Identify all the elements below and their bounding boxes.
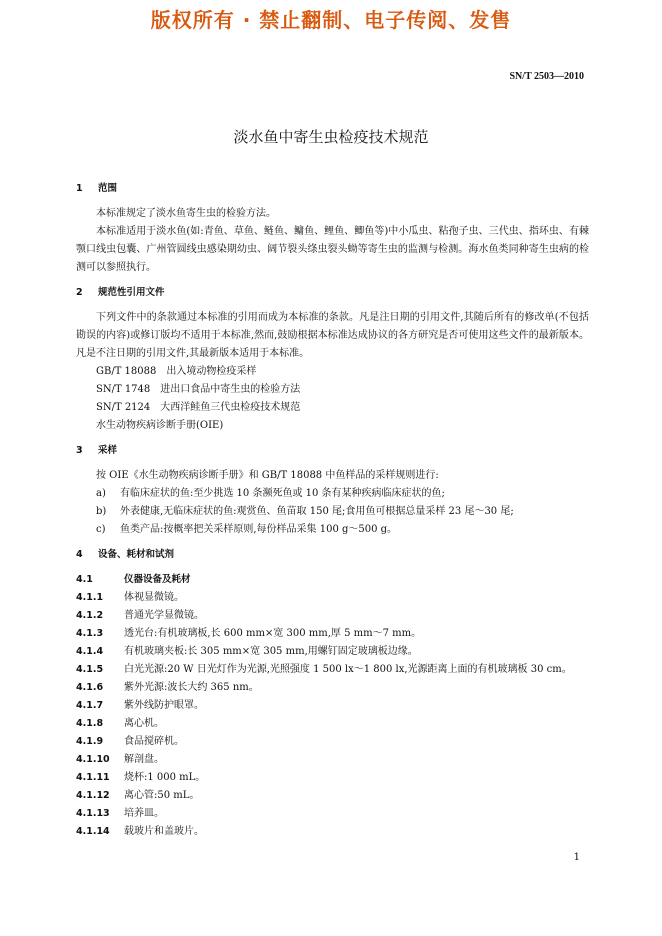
list-item xyxy=(76,521,589,539)
document-title: 淡水鱼中寄生虫检疫技术规范 xyxy=(233,128,429,146)
section-heading xyxy=(76,546,589,564)
clause-item xyxy=(76,769,589,787)
clause-item xyxy=(76,787,589,805)
section-heading xyxy=(76,442,589,460)
section-number: 2 xyxy=(76,287,83,298)
list-text: 有临床症状的鱼:至少挑选 10 条濒死鱼或 10 条有某种疾病临床症状的鱼; xyxy=(120,488,445,499)
section-title: 范围 xyxy=(98,183,118,194)
list-label: c) xyxy=(96,524,106,535)
clause-number: 4.1.9 xyxy=(76,736,104,747)
standard-number: SN/T 2503—2010 xyxy=(509,71,584,82)
clause-text: 载玻片和盖玻片。 xyxy=(124,826,204,837)
clause-number: 4.1.5 xyxy=(76,664,104,675)
list-item xyxy=(76,485,589,503)
clause-item xyxy=(76,751,589,769)
paragraph: 下列文件中的条款通过本标准的引用而成为本标准的条款。凡是注日期的引用文件,其随后所有的修改单(不包括勘误的内容)或修订版均不适用于本标准,然而,鼓励根据本标准达成协议的各方研究是否可使用这些文件的最新版本。凡是不注日期的引用文件,其最新版本适用于本标准。 xyxy=(76,312,589,359)
clause-item xyxy=(76,589,589,607)
clause-text: 离心机。 xyxy=(124,718,164,729)
clause-item xyxy=(76,733,589,751)
clause-item xyxy=(76,697,589,715)
clause-number: 4.1.13 xyxy=(76,808,110,819)
paragraph: 本标准适用于淡水鱼(如:青鱼、草鱼、鲢鱼、鳙鱼、鲤鱼、鲫鱼等)中小瓜虫、粘孢子虫、三代虫、指环虫、有棘颚口线虫包囊、广州管圆线虫感染期幼虫、阔节裂头绦虫裂头蚴等寄生虫的监测与检测。海水鱼类同种寄生虫病的检测可以参照执行。 xyxy=(76,226,589,273)
clause-number: 4.1.4 xyxy=(76,646,104,657)
document-body xyxy=(76,180,589,841)
clause-text: 有机玻璃夹板:长 305 mm×宽 305 mm,用螺钉固定玻璃板边缘。 xyxy=(124,646,418,657)
clause-number: 4.1.1 xyxy=(76,592,104,603)
clause-text: 紫外光源:波长大约 365 nm。 xyxy=(124,682,259,693)
clause-number: 4.1.12 xyxy=(76,790,110,801)
section-title: 设备、耗材和试剂 xyxy=(98,549,175,560)
clause-text: 普通光学显微镜。 xyxy=(124,610,204,621)
paragraph: 按 OIE《水生动物疾病诊断手册》和 GB/T 18088 中鱼样品的采样规则进行: xyxy=(96,470,439,481)
section-number: 1 xyxy=(76,183,83,194)
paragraph: 本标准规定了淡水鱼寄生虫的检验方法。 xyxy=(96,208,276,219)
section-number: 3 xyxy=(76,445,83,456)
clause-text: 体视显微镜。 xyxy=(124,592,184,603)
clause-item xyxy=(76,715,589,733)
section-number: 4 xyxy=(76,549,83,560)
clause-number: 4.1.11 xyxy=(76,772,110,783)
clause-text: 培养皿。 xyxy=(124,808,164,819)
section-heading xyxy=(76,284,589,302)
clause-text: 白光光源:20 W 日光灯作为光源,光照强度 1 500 lx～1 800 lx,光源距离上面的有机玻璃板 30 cm。 xyxy=(124,664,572,675)
clause-number: 4.1.8 xyxy=(76,718,104,729)
reference-item: SN/T 1748 进出口食品中寄生虫的检验方法 xyxy=(96,384,301,395)
clause-text: 解剖盘。 xyxy=(124,754,164,765)
subsection-heading xyxy=(76,571,589,589)
clause-item xyxy=(76,823,589,841)
clause-number: 4.1.6 xyxy=(76,682,104,693)
clause-number: 4.1.3 xyxy=(76,628,104,639)
reference-item: 水生动物疾病诊断手册(OIE) xyxy=(96,420,224,431)
clause-number: 4.1.2 xyxy=(76,610,104,621)
clause-text: 离心管:50 mL。 xyxy=(124,790,200,801)
clause-item xyxy=(76,625,589,643)
list-label: b) xyxy=(96,506,107,517)
clause-text: 食品搅碎机。 xyxy=(124,736,184,747)
list-label: a) xyxy=(96,488,106,499)
section-title: 规范性引用文件 xyxy=(98,287,165,298)
clause-text: 紫外线防护眼罩。 xyxy=(124,700,204,711)
list-item xyxy=(76,503,589,521)
clause-item xyxy=(76,643,589,661)
equipment-list xyxy=(76,589,589,841)
clause-item xyxy=(76,679,589,697)
clause-text: 烧杯:1 000 mL。 xyxy=(124,772,206,783)
clause-number: 4.1.10 xyxy=(76,754,110,765)
clause-item xyxy=(76,805,589,823)
clause-item xyxy=(76,607,589,625)
section-title: 采样 xyxy=(98,445,118,456)
clause-number: 4.1.14 xyxy=(76,826,110,837)
reference-item: GB/T 18088 出入境动物检疫采样 xyxy=(96,366,257,377)
subsection-title: 仪器设备及耗材 xyxy=(124,574,191,585)
copyright-watermark: 版权所有 · 禁止翻制、电子传阅、发售 xyxy=(150,8,512,32)
clause-number: 4.1.7 xyxy=(76,700,104,711)
section-heading xyxy=(76,180,589,198)
page-number: 1 xyxy=(573,852,580,863)
list-text: 外表健康,无临床症状的鱼:观赏鱼、鱼苗取 150 尾;食用鱼可根据总量采样 23 尾～30 尾; xyxy=(120,506,514,517)
reference-item: SN/T 2124 大西洋鲑鱼三代虫检疫技术规范 xyxy=(96,402,301,413)
clause-item xyxy=(76,661,589,679)
list-text: 鱼类产品:按概率把关采样原则,每份样品采集 100 g～500 g。 xyxy=(120,524,398,535)
subsection-number: 4.1 xyxy=(76,574,93,585)
clause-text: 透光台:有机玻璃板,长 600 mm×宽 300 mm,厚 5 mm～7 mm。 xyxy=(124,628,422,639)
